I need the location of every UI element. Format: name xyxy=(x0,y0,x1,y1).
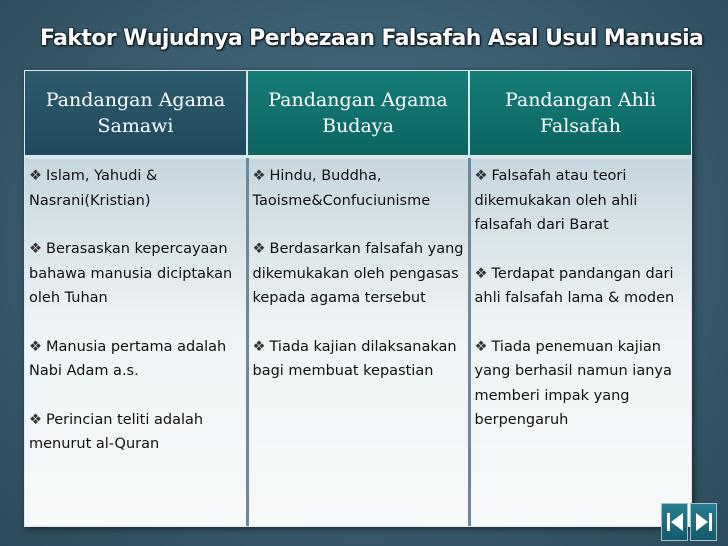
diamond-bullet-icon: ❖ xyxy=(29,338,42,355)
list-item: ❖ Falsafah atau teori dikemukakan oleh ahli falsafah dari Barat xyxy=(474,168,638,233)
diamond-bullet-icon: ❖ xyxy=(252,338,266,355)
column-agama-budaya xyxy=(247,157,469,527)
header-agama-samawi: Pandangan Agama Samawi xyxy=(25,71,247,157)
list-item: ❖ Hindu, Buddha, Taoisme&Confuciunisme xyxy=(252,168,431,209)
table-body-row xyxy=(25,157,691,527)
header-ahli-falsafah: Pandangan Ahli Falsafah xyxy=(469,71,691,157)
next-slide-button[interactable] xyxy=(690,503,717,541)
diamond-bullet-icon: ❖ xyxy=(474,265,488,282)
list-item: ❖ Berasaskan kepercayaan bahawa manusia diciptakan oleh Tuhan xyxy=(29,241,233,306)
column-agama-samawi xyxy=(25,157,247,527)
table-header-row xyxy=(25,71,691,157)
previous-slide-button[interactable] xyxy=(661,503,688,541)
rewind-icon xyxy=(666,510,684,534)
comparison-table xyxy=(24,70,692,527)
list-item: ❖ Berdasarkan falsafah yang dikemukakan oleh pengasas kepada agama tersebut xyxy=(252,241,464,306)
header-agama-budaya: Pandangan Agama Budaya xyxy=(247,71,469,157)
list-item: ❖ Manusia pertama adalah Nabi Adam a.s. xyxy=(29,338,227,379)
fast-forward-icon xyxy=(695,510,713,534)
diamond-bullet-icon: ❖ xyxy=(252,168,266,184)
diamond-bullet-icon: ❖ xyxy=(29,168,42,184)
diamond-bullet-icon: ❖ xyxy=(29,241,42,257)
list-item: ❖ Terdapat pandangan dari ahli falsafah lama & moden xyxy=(474,265,675,306)
diamond-bullet-icon: ❖ xyxy=(474,338,488,355)
list-item: ❖ Islam, Yahudi & Nasrani(Kristian) xyxy=(29,168,158,209)
column-ahli-falsafah xyxy=(469,157,691,527)
list-item: ❖ Perincian teliti adalah menurut al-Quran xyxy=(29,411,204,452)
slide-navigation xyxy=(661,503,719,541)
diamond-bullet-icon: ❖ xyxy=(252,241,266,257)
diamond-bullet-icon: ❖ xyxy=(29,411,42,428)
list-item: ❖ Tiada kajian dilaksanakan bagi membuat kepastian xyxy=(252,338,457,379)
diamond-bullet-icon: ❖ xyxy=(474,168,488,184)
list-item: ❖ Tiada penemuan kajian yang berhasil namun ianya memberi impak yang berpengaruh xyxy=(474,338,672,428)
slide-title: Faktor Wujudnya Perbezaan Falsafah Asal Usul Manusia xyxy=(40,26,704,51)
